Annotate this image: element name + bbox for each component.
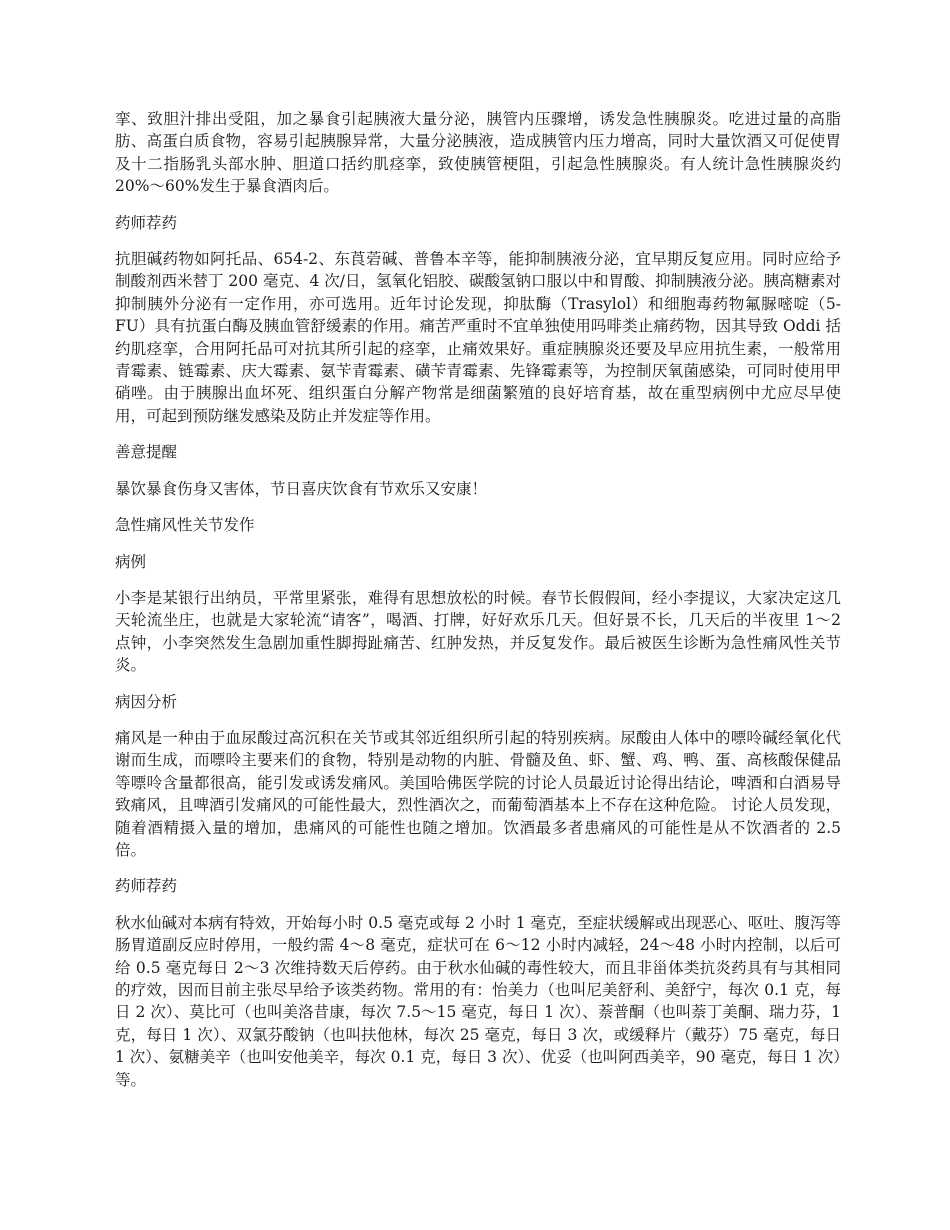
section-heading-friendly-reminder: 善意提醒 (115, 443, 178, 462)
paragraph-pancreatitis-drugs: 抗胆碱药物如阿托品、654-2、东莨菪碱、普鲁本辛等，能抑制胰液分泌，宜早期反复应用。同时应给予制酸剂西米替丁 200 毫克、4 次/日，氢氧化铝胶、碳酸氢钠口服以中和胃酸、抑制胰液分泌。胰高糖素对抑制胰外分泌有一定作用，亦可选用。近年讨论发现，抑肽酶（Trasylol）和细胞毒药物氟脲嘧啶（5-FU）具有抗蛋白酶及胰血管舒缓素的作用。痛苦严重时不宜单独使用吗啡类止痛药物，因其导致 Oddi 括约肌痉挛，合用阿托品可对抗其所引起的痉挛，止痛效果好。重症胰腺炎还要及早应用抗生素，一般常用青霉素、链霉素、庆大霉素、氨苄青霉素、磺苄青霉素、先锋霉素等，为控制厌氧菌感染，可同时使用甲硝唑。由于胰腺出血坏死、组织蛋白分解产物常是细菌繁殖的良好培育基，故在重型病例中尤应尽早使用，可起到预防继发感染及防止并发症等作用。 (115, 250, 841, 425)
paragraph-reminder: 暴饮暴食伤身又害体，节日喜庆饮食有节欢乐又安康！ (115, 479, 488, 498)
document-body (115, 108, 841, 1105)
paragraph-gout-cause: 痛风是一种由于血尿酸过高沉积在关节或其邻近组织所引起的特别疾病。尿酸由人体中的嘌呤碱经氧化代谢而生成，而嘌呤主要来们的食物，特别是动物的内脏、骨髓及鱼、虾、蟹、鸡、鸭、蛋、高核酸保健品等嘌呤含量都很高，能引发或诱发痛风。美国哈佛医学院的讨论人员最近讨论得出结论，啤酒和白酒易导致痛风，且啤酒引发痛风的可能性最大，烈性酒次之，而葡萄酒基本上不存在这种危险。 讨论人员发现，随着酒精摄入量的增加，患痛风的可能性也随之增加。饮酒最多者患痛风的可能性是从不饮酒者的 2.5 倍。 (115, 728, 841, 859)
section-heading-pharmacist-recommendation: 药师荐药 (115, 213, 178, 232)
section-heading-acute-gout: 急性痛风性关节发作 (115, 516, 255, 535)
section-heading-case: 病例 (115, 552, 147, 571)
paragraph-gout-case: 小李是某银行出纳员，平常里紧张，难得有思想放松的时候。春节长假假间，经小李提议，大家决定这几天轮流坐庄，也就是大家轮流“请客”，喝酒、打牌，好好欢乐几天。但好景不长，几天后的半夜里 1～2 点钟，小李突然发生急剧加重性脚拇趾痛苦、红肿发热，并反复发作。最后被医生诊断为急性痛风性关节炎。 (115, 588, 841, 675)
paragraph-gout-drugs: 秋水仙碱对本病有特效，开始每小时 0.5 毫克或每 2 小时 1 毫克，至症状缓解或出现恶心、呕吐、腹泻等肠胃道副反应时停用，一般约需 4～8 毫克，症状可在 6～12 小时内减轻，24～48 小时内控制，以后可给 0.5 毫克每日 2～3 次维持数天后停药。由于秋水仙碱的毒性较大，而且非甾体类抗炎药具有与其相同的疗效，因而目前主张尽早给予该类药物。常用的有：怡美力（也叫尼美舒利、美舒宁，每次 0.1 克，每日 2 次）、莫比可（也叫美洛昔康，每次 7.5～15 毫克，每日 1 次）、萘普酮（也叫萘丁美酮、瑞力芬，1 克，每日 1 次）、双氯芬酸钠（也叫扶他林，每次 25 毫克，每日 3 次，或缓释片（戴芬）75 毫克，每日 1 次）、氨糖美辛（也叫安他美辛，每次 0.1 克，每日 3 次）、优妥（也叫阿西美辛，90 毫克，每日 1 次）等。 (115, 913, 841, 1089)
section-heading-cause-analysis: 病因分析 (115, 692, 178, 711)
paragraph-pancreatitis-cause: 挛、致胆汁排出受阻，加之暴食引起胰液大量分泌，胰管内压骤增，诱发急性胰腺炎。吃进过量的高脂肪、高蛋白质食物，容易引起胰腺异常，大量分泌胰液，造成胰管内压力增高，同时大量饮酒又可促使胃及十二指肠乳头部水肿、胆道口括约肌痉挛，致使胰管梗阻，引起急性胰腺炎。有人统计急性胰腺炎约 20%～60%发生于暴食酒肉后。 (115, 110, 841, 196)
section-heading-pharmacist-recommendation-gout: 药师荐药 (115, 877, 178, 896)
